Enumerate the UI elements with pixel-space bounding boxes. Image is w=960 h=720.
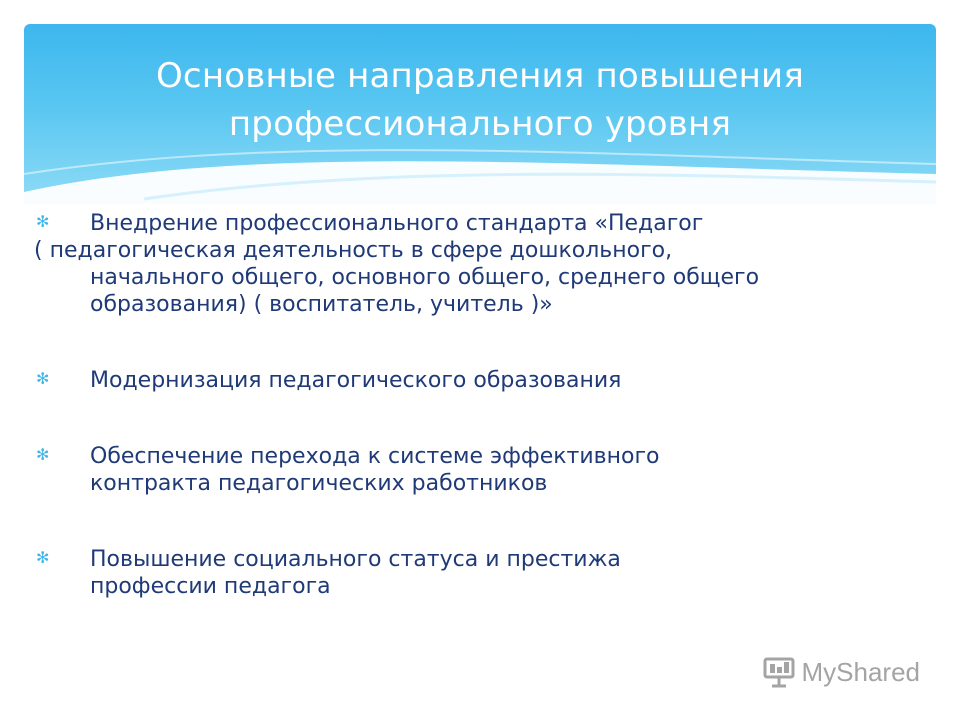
bullet-item-modernization <box>34 367 914 394</box>
title-banner <box>24 24 936 204</box>
slide-title <box>24 52 936 148</box>
title-line-1: Основные направления повышения <box>155 56 805 96</box>
bullet-text-line: профессии педагога <box>90 574 331 599</box>
asterisk-bullet-icon: ✻ <box>36 548 50 567</box>
bullet-text-line: Модернизация педагогического образования <box>90 368 622 393</box>
bullet-text-line: Внедрение профессионального стандарта «Педагог <box>90 211 704 236</box>
bullet-item-social-status <box>34 546 914 600</box>
bullet-text-line: начального общего, основного общего, среднего общего <box>90 265 760 290</box>
asterisk-bullet-icon: ✻ <box>36 212 50 231</box>
bullet-text-line: Обеспечение перехода к системе эффективного <box>90 444 660 469</box>
myshared-watermark <box>762 656 921 688</box>
bullet-item-effective-contract <box>34 443 914 497</box>
asterisk-bullet-icon: ✻ <box>36 445 50 464</box>
presentation-board-icon <box>762 656 796 688</box>
title-line-2: профессионального уровня <box>228 104 732 144</box>
watermark-text: MyShared <box>801 656 920 687</box>
bullet-list <box>34 210 914 649</box>
bullet-text-line: Повышение социального статуса и престижа <box>90 547 621 572</box>
bullet-text-line: контракта педагогических работников <box>90 471 548 496</box>
asterisk-bullet-icon: ✻ <box>36 369 50 388</box>
bullet-item-professional-standard <box>34 210 914 318</box>
bullet-text-line: ( педагогическая деятельность в сфере дошкольного, <box>34 238 673 263</box>
bullet-text-line: образования) ( воспитатель, учитель )» <box>90 292 553 317</box>
